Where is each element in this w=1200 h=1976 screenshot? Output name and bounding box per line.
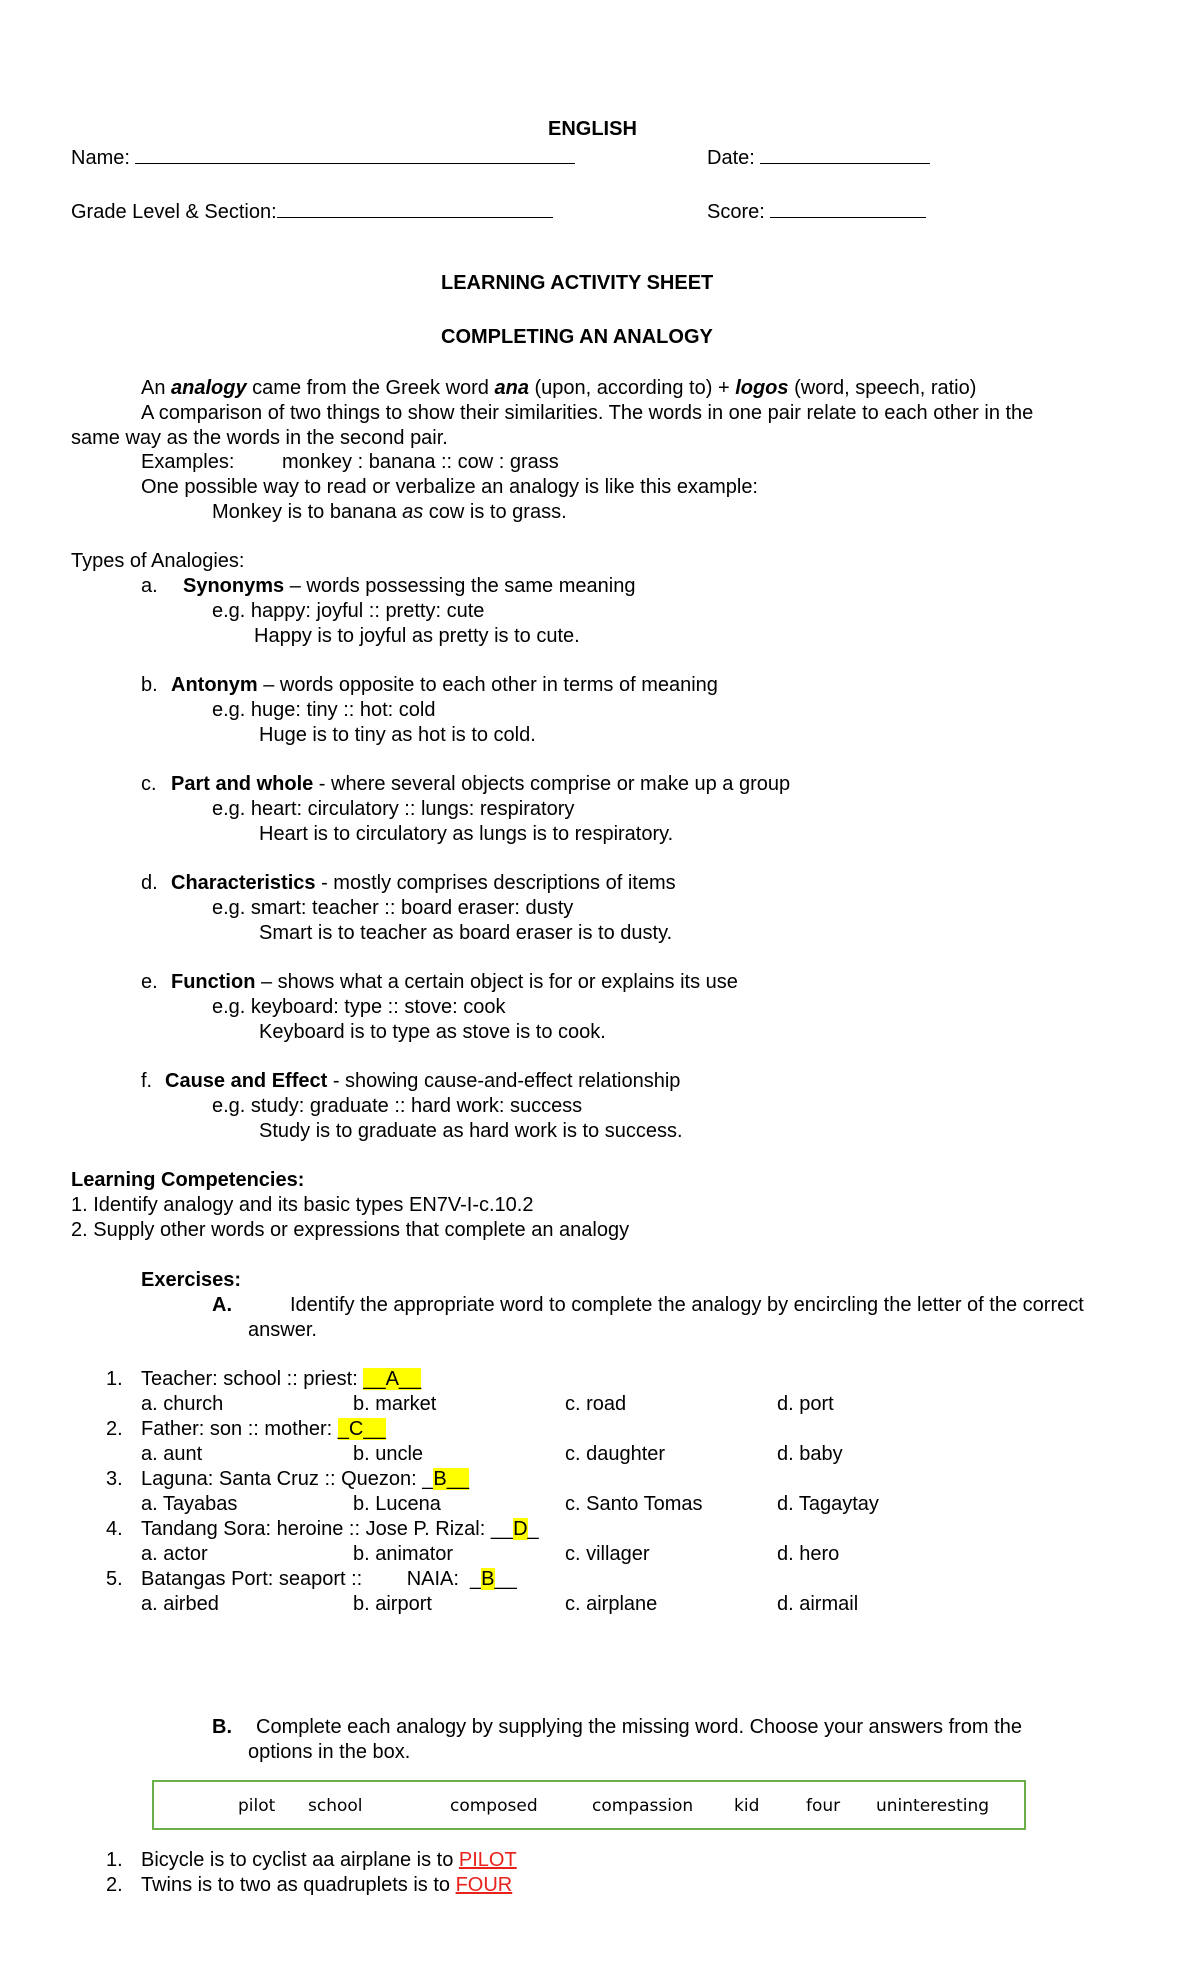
option-word: four <box>806 1796 841 1816</box>
intro-text: An <box>141 377 172 399</box>
choice-b[interactable]: b. airport <box>353 1593 432 1615</box>
verb-as: as <box>402 501 424 523</box>
question-stem <box>141 1417 386 1441</box>
intro-text: (upon, according to) + <box>528 377 736 399</box>
examples-value: monkey : banana :: cow : grass <box>282 451 559 473</box>
option-word: school <box>308 1796 363 1816</box>
type-letter: a. <box>141 575 158 597</box>
grade-field[interactable] <box>71 199 553 224</box>
type-name: Part and whole <box>171 773 314 795</box>
choice-c[interactable]: c. villager <box>565 1543 650 1565</box>
intro-text: came from the Greek word <box>246 377 495 399</box>
question-number: 2. <box>106 1418 123 1440</box>
type-letter: b. <box>141 674 158 696</box>
type-name: Cause and Effect <box>165 1070 328 1092</box>
choice-d[interactable]: d. hero <box>777 1543 840 1565</box>
choice-a[interactable]: a. airbed <box>141 1593 219 1615</box>
choice-c[interactable]: c. airplane <box>565 1593 658 1615</box>
type-desc: - showing cause-and-effect relationship <box>327 1070 681 1092</box>
score-label: Score: <box>707 201 765 223</box>
question-stem <box>141 1517 539 1541</box>
intro-comparison-line1: A comparison of two things to show their similarities. The words in one pair relate to each other in the <box>141 402 1034 424</box>
part-b-number: 1. <box>106 1849 123 1871</box>
choice-d[interactable]: d. Tagaytay <box>777 1493 879 1515</box>
type-sentence: Smart is to teacher as board eraser is to dusty. <box>259 922 673 944</box>
name-line <box>135 145 575 164</box>
choice-b[interactable]: b. Lucena <box>353 1493 441 1515</box>
type-sentence: Keyboard is to type as stove is to cook. <box>259 1021 606 1043</box>
choice-a[interactable]: a. Tayabas <box>141 1493 238 1515</box>
choice-c[interactable]: c. road <box>565 1393 627 1415</box>
choice-a[interactable]: a. aunt <box>141 1443 203 1465</box>
option-word: compassion <box>592 1796 694 1816</box>
part-a-label: A. <box>212 1294 232 1316</box>
choice-b[interactable]: b. animator <box>353 1543 454 1565</box>
type-antonym <box>171 673 718 697</box>
type-letter: c. <box>141 773 157 795</box>
intro-text: (word, speech, ratio) <box>788 377 977 399</box>
part-b-item <box>141 1873 512 1897</box>
score-line <box>770 199 926 218</box>
part-b-item <box>141 1848 517 1872</box>
part-b-instruction-line1: Complete each analogy by supplying the missing word. Choose your answers from the <box>256 1716 1022 1738</box>
type-sentence: Study is to graduate as hard work is to success. <box>259 1120 683 1142</box>
topic-title: COMPLETING AN ANALOGY <box>441 326 713 348</box>
choice-a[interactable]: a. church <box>141 1393 224 1415</box>
answer-highlight: B <box>481 1568 495 1590</box>
answer-highlight: D <box>513 1518 528 1540</box>
type-desc: - where several objects comprise or make up a group <box>313 773 791 795</box>
competencies-heading: Learning Competencies: <box>71 1169 305 1191</box>
type-desc: – words possessing the same meaning <box>284 575 636 597</box>
question-stem <box>141 1567 517 1591</box>
choice-d[interactable]: d. airmail <box>777 1593 859 1615</box>
intro-comparison-line2: same way as the words in the second pair. <box>71 427 448 449</box>
type-example: e.g. huge: tiny :: hot: cold <box>212 699 436 721</box>
type-name: Characteristics <box>171 872 316 894</box>
grade-label: Grade Level & Section: <box>71 201 277 223</box>
examples-label: Examples: <box>141 451 235 473</box>
question-number: 1. <box>106 1368 123 1390</box>
choice-b[interactable]: b. uncle <box>353 1443 424 1465</box>
choice-d[interactable]: d. port <box>777 1393 834 1415</box>
type-example: e.g. happy: joyful :: pretty: cute <box>212 600 485 622</box>
option-word: kid <box>734 1796 760 1816</box>
type-example: e.g. smart: teacher :: board eraser: dusty <box>212 897 574 919</box>
question-number: 3. <box>106 1468 123 1490</box>
verb-text: Monkey is to banana <box>212 501 403 523</box>
grade-line <box>277 199 553 218</box>
verbalize-text: One possible way to read or verbalize an analogy is like this example: <box>141 476 758 498</box>
question-number: 4. <box>106 1518 123 1540</box>
part-b-label: B. <box>212 1716 232 1738</box>
answer-highlight: _C__ <box>337 1418 386 1440</box>
part-a-instruction-line1: Identify the appropriate word to complete the analogy by encircling the letter of the correct <box>290 1294 1084 1316</box>
choice-c[interactable]: c. daughter <box>565 1443 666 1465</box>
type-example: e.g. keyboard: type :: stove: cook <box>212 996 506 1018</box>
question-text: Father: son :: mother: <box>141 1418 338 1440</box>
intro-definition <box>141 376 976 400</box>
type-letter: f. <box>141 1070 153 1092</box>
part-b-text: Twins is to two as quadruplets is to <box>141 1874 456 1896</box>
part-b-answer: FOUR <box>455 1874 513 1896</box>
competency-item: 2. Supply other words or expressions that complete an analogy <box>71 1219 630 1241</box>
type-name: Function <box>171 971 256 993</box>
choice-a[interactable]: a. actor <box>141 1543 208 1565</box>
type-desc: - mostly comprises descriptions of items <box>315 872 676 894</box>
question-text: _ <box>527 1518 539 1540</box>
question-text: Tandang Sora: heroine :: Jose P. Rizal: __ <box>141 1518 514 1540</box>
part-b-instruction-line2: options in the box. <box>248 1741 411 1763</box>
type-name: Synonyms <box>183 575 285 597</box>
option-word: composed <box>450 1796 538 1816</box>
name-field[interactable] <box>71 145 575 170</box>
term-analogy: analogy <box>171 377 247 399</box>
type-letter: e. <box>141 971 158 993</box>
question-text: Teacher: school :: priest: <box>141 1368 364 1390</box>
option-word: uninteresting <box>876 1796 990 1816</box>
date-line <box>760 145 930 164</box>
question-number: 5. <box>106 1568 123 1590</box>
type-sentence: Happy is to joyful as pretty is to cute. <box>254 625 580 647</box>
date-label: Date: <box>707 147 755 169</box>
sheet-title: LEARNING ACTIVITY SHEET <box>441 272 714 294</box>
term-logos: logos <box>735 377 789 399</box>
exercises-heading: Exercises: <box>141 1269 242 1291</box>
subject-title: ENGLISH <box>548 118 637 140</box>
date-field[interactable] <box>707 145 930 170</box>
type-cause-effect <box>165 1069 680 1093</box>
type-desc: – shows what a certain object is for or explains its use <box>255 971 738 993</box>
option-word: pilot <box>238 1796 276 1816</box>
question-stem <box>141 1367 421 1391</box>
part-b-answer: PILOT <box>458 1849 517 1871</box>
type-sentence: Heart is to circulatory as lungs is to respiratory. <box>259 823 674 845</box>
question-text: __ <box>494 1568 517 1590</box>
competency-item: 1. Identify analogy and its basic types EN7V-I-c.10.2 <box>71 1194 534 1216</box>
type-example: e.g. study: graduate :: hard work: success <box>212 1095 583 1117</box>
word-options-box <box>152 1780 1026 1830</box>
type-characteristics <box>171 871 676 895</box>
score-field[interactable] <box>707 199 926 224</box>
question-stem <box>141 1467 469 1491</box>
type-example: e.g. heart: circulatory :: lungs: respiratory <box>212 798 575 820</box>
type-sentence: Huge is to tiny as hot is to cold. <box>259 724 536 746</box>
name-label: Name: <box>71 147 130 169</box>
part-b-text: Bicycle is to cyclist aa airplane is to <box>141 1849 459 1871</box>
type-part-whole <box>171 772 790 796</box>
question-text: Batangas Port: seaport :: NAIA: _ <box>141 1568 482 1590</box>
question-text: Laguna: Santa Cruz :: Quezon: _ <box>141 1468 434 1490</box>
term-ana: ana <box>494 377 529 399</box>
verbalize-example <box>212 500 567 524</box>
part-b-number: 2. <box>106 1874 123 1896</box>
part-a-instruction-line2: answer. <box>248 1319 317 1341</box>
answer-highlight: B__ <box>433 1468 470 1490</box>
verb-text: cow is to grass. <box>423 501 567 523</box>
choice-d[interactable]: d. baby <box>777 1443 843 1465</box>
type-function <box>171 970 738 994</box>
type-desc: – words opposite to each other in terms of meaning <box>257 674 718 696</box>
type-synonyms <box>183 574 635 598</box>
choice-b[interactable]: b. market <box>353 1393 437 1415</box>
type-name: Antonym <box>171 674 258 696</box>
type-letter: d. <box>141 872 158 894</box>
types-heading: Types of Analogies: <box>71 550 245 572</box>
choice-c[interactable]: c. Santo Tomas <box>565 1493 703 1515</box>
answer-highlight: __A__ <box>363 1368 422 1390</box>
